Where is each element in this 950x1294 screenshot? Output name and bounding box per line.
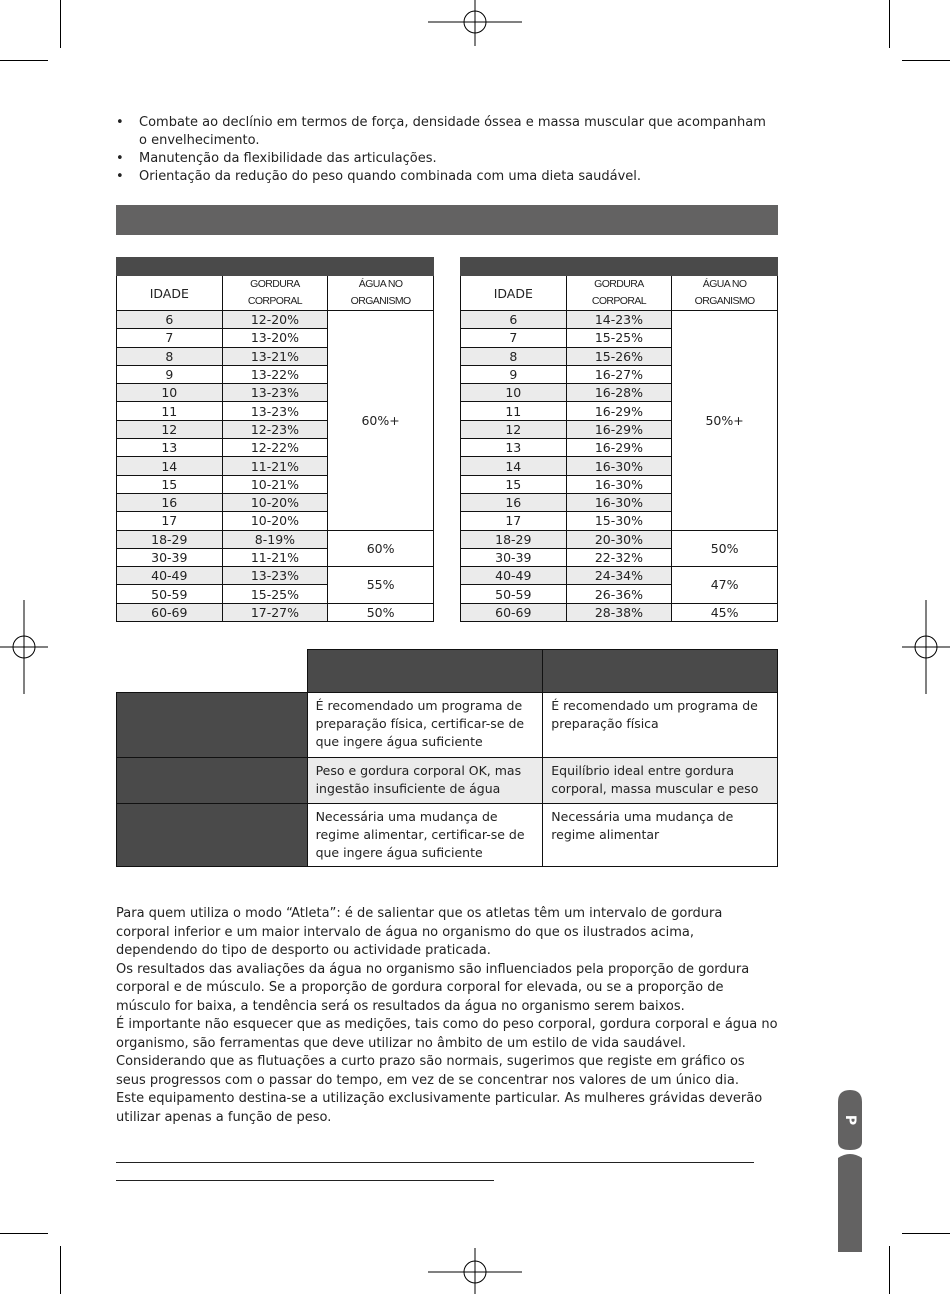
age-cell: 7: [461, 329, 567, 347]
column-header-age: IDADE: [461, 276, 567, 311]
list-item: • Combate ao declínio em termos de força, densidade óssea e massa muscular que acompanham o envelhecimento.: [116, 115, 766, 148]
age-cell: 50-59: [117, 585, 223, 603]
bullet-icon: •: [116, 151, 124, 166]
table-row: [117, 530, 434, 548]
footer-rule: [116, 1180, 494, 1181]
language-tab-letter: P: [842, 1114, 858, 1126]
body-water-cell: 60%: [328, 530, 434, 567]
paragraph: É importante não esquecer que as medições, tais como do peso corporal, gordura corporal e água no organismo, são ferramentas que deve utilizar no âmbito de um estilo de vida saudável. Considerando que as flutuações a curto prazo são normais, sugerimos que registe em gráfico os seus progressos com o passar do tempo, em vez de se concentrar nos valores de um único dia.: [116, 1017, 778, 1088]
body-fat-cell: 11-21%: [222, 457, 328, 475]
bullet-icon: •: [116, 169, 124, 184]
notes-text: [116, 905, 778, 1127]
benefits-list: [116, 114, 766, 186]
body-fat-cell: 15-25%: [222, 585, 328, 603]
body-fat-cell: 14-23%: [566, 311, 672, 329]
age-cell: 6: [461, 311, 567, 329]
body-water-cell: 45%: [672, 603, 778, 621]
age-cell: 6: [117, 311, 223, 329]
body-fat-cell: 15-30%: [566, 512, 672, 530]
body-water-cell: 50%: [328, 603, 434, 621]
body-water-cell: 60%+: [328, 311, 434, 531]
body-fat-cell: 16-30%: [566, 475, 672, 493]
column-header-bar: [543, 650, 778, 693]
body-fat-cell: 24-34%: [566, 567, 672, 585]
age-cell: 60-69: [461, 603, 567, 621]
age-cell: 11: [117, 402, 223, 420]
body-fat-cell: 15-26%: [566, 347, 672, 365]
table-title-bar: [117, 258, 434, 276]
column-header-bar: [307, 650, 543, 693]
age-cell: 18-29: [461, 530, 567, 548]
registration-mark-icon: [0, 600, 48, 694]
age-cell: 50-59: [461, 585, 567, 603]
body-fat-cell: 22-32%: [566, 548, 672, 566]
paragraph: Este equipamento destina-se a utilização exclusivamente particular. As mulheres grávidas deverão utilizar apenas a função de peso.: [116, 1091, 763, 1125]
crop-mark: [60, 0, 61, 48]
age-cell: 10: [461, 384, 567, 402]
body-fat-cell: 10-20%: [222, 493, 328, 511]
bullet-icon: •: [116, 115, 124, 130]
registration-mark-icon: [902, 600, 950, 694]
body-fat-cell: 16-27%: [566, 365, 672, 383]
table-cell: Necessária uma mudança de regime alimentar, certificar-se de que ingere água suficiente: [307, 804, 543, 867]
table-row: [117, 567, 434, 585]
age-cell: 9: [461, 365, 567, 383]
age-cell: 12: [117, 420, 223, 438]
age-cell: 18-29: [117, 530, 223, 548]
body-fat-cell: 16-30%: [566, 493, 672, 511]
body-fat-cell: 20-30%: [566, 530, 672, 548]
registration-mark-icon: [428, 0, 522, 48]
row-header-bar: [117, 804, 308, 867]
recommendation-table: [116, 649, 778, 867]
age-table-left: [116, 257, 434, 622]
age-cell: 8: [117, 347, 223, 365]
column-header-age: IDADE: [117, 276, 223, 311]
body-water-cell: 47%: [672, 567, 778, 604]
table-row: [461, 567, 778, 585]
table-title-bar: [461, 258, 778, 276]
list-item: • Manutenção da flexibilidade das articulações.: [116, 151, 437, 166]
body-fat-cell: 13-23%: [222, 402, 328, 420]
body-fat-cell: 10-21%: [222, 475, 328, 493]
section-header-bar: [116, 205, 778, 235]
body-fat-cell: 8-19%: [222, 530, 328, 548]
age-cell: 10: [117, 384, 223, 402]
crop-mark: [0, 60, 48, 61]
language-tab: [838, 1090, 862, 1252]
crop-mark: [60, 1246, 61, 1294]
age-cell: 40-49: [461, 567, 567, 585]
body-fat-cell: 13-23%: [222, 567, 328, 585]
age-cell: 14: [461, 457, 567, 475]
body-fat-cell: 13-23%: [222, 384, 328, 402]
age-cell: 13: [461, 439, 567, 457]
age-cell: 30-39: [461, 548, 567, 566]
age-cell: 11: [461, 402, 567, 420]
crop-mark: [889, 0, 890, 48]
table-row: [461, 603, 778, 621]
list-item: • Orientação da redução do peso quando combinada com uma dieta saudável.: [116, 169, 642, 184]
age-cell: 60-69: [117, 603, 223, 621]
body-fat-cell: 13-21%: [222, 347, 328, 365]
age-cell: 16: [461, 493, 567, 511]
body-fat-cell: 16-28%: [566, 384, 672, 402]
table-cell: É recomendado um programa de preparação física, certificar-se de que ingere água suficiente: [307, 693, 543, 758]
body-water-cell: 55%: [328, 567, 434, 604]
age-cell: 40-49: [117, 567, 223, 585]
column-header-body-fat: GORDURA CORPORAL: [222, 276, 328, 311]
row-header-bar: [117, 693, 308, 758]
table-row: [461, 311, 778, 329]
body-fat-cell: 26-36%: [566, 585, 672, 603]
age-cell: 9: [117, 365, 223, 383]
age-cell: 30-39: [117, 548, 223, 566]
table-row: [117, 311, 434, 329]
age-cell: 7: [117, 329, 223, 347]
body-fat-cell: 16-30%: [566, 457, 672, 475]
footer-rule: [116, 1162, 754, 1163]
table-row: [117, 603, 434, 621]
body-fat-cell: 28-38%: [566, 603, 672, 621]
body-fat-cell: 16-29%: [566, 439, 672, 457]
row-header-bar: [117, 758, 308, 804]
age-cell: 17: [117, 512, 223, 530]
body-fat-cell: 13-22%: [222, 365, 328, 383]
table-cell: Necessária uma mudança de regime alimentar: [543, 804, 778, 867]
paragraph: Para quem utiliza o modo “Atleta”: é de salientar que os atletas têm um intervalo de gordura corporal inferior e um maior intervalo de água no organismo do que os ilustrados acima, dependendo do tipo de desporto ou actividade praticada.: [116, 906, 723, 958]
age-cell: 15: [461, 475, 567, 493]
column-header-body-water: ÁGUA NO ORGANISMO: [672, 276, 778, 311]
body-fat-cell: 12-22%: [222, 439, 328, 457]
age-cell: 15: [117, 475, 223, 493]
body-fat-cell: 11-21%: [222, 548, 328, 566]
body-water-cell: 50%+: [672, 311, 778, 531]
paragraph: Os resultados das avaliações da água no organismo são influenciados pela proporção de gordura corporal e de músculo. Se a proporção de gordura corporal for elevada, ou se a proporção de músculo for baixa, a tendência será os resultados da água no organismo serem baixos.: [116, 961, 750, 1014]
age-cell: 8: [461, 347, 567, 365]
table-corner: [117, 650, 308, 693]
crop-mark: [902, 1233, 950, 1234]
body-water-cell: 50%: [672, 530, 778, 567]
age-cell: 12: [461, 420, 567, 438]
column-header-body-water: ÁGUA NO ORGANISMO: [328, 276, 434, 311]
table-cell: É recomendado um programa de preparação física: [543, 693, 778, 758]
crop-mark: [889, 1246, 890, 1294]
table-cell: Peso e gordura corporal OK, mas ingestão insuficiente de água: [307, 758, 543, 804]
registration-mark-icon: [428, 1246, 522, 1294]
body-fat-cell: 17-27%: [222, 603, 328, 621]
body-fat-cell: 13-20%: [222, 329, 328, 347]
age-cell: 13: [117, 439, 223, 457]
body-fat-cell: 16-29%: [566, 402, 672, 420]
table-cell: Equilíbrio ideal entre gordura corporal, massa muscular e peso: [543, 758, 778, 804]
body-fat-cell: 16-29%: [566, 420, 672, 438]
column-header-body-fat: GORDURA CORPORAL: [566, 276, 672, 311]
body-fat-cell: 10-20%: [222, 512, 328, 530]
body-fat-cell: 15-25%: [566, 329, 672, 347]
body-fat-cell: 12-20%: [222, 311, 328, 329]
age-cell: 14: [117, 457, 223, 475]
body-fat-cell: 12-23%: [222, 420, 328, 438]
crop-mark: [902, 60, 950, 61]
table-row: [461, 530, 778, 548]
crop-mark: [0, 1233, 48, 1234]
age-cell: 16: [117, 493, 223, 511]
age-cell: 17: [461, 512, 567, 530]
age-table-right: [460, 257, 778, 622]
